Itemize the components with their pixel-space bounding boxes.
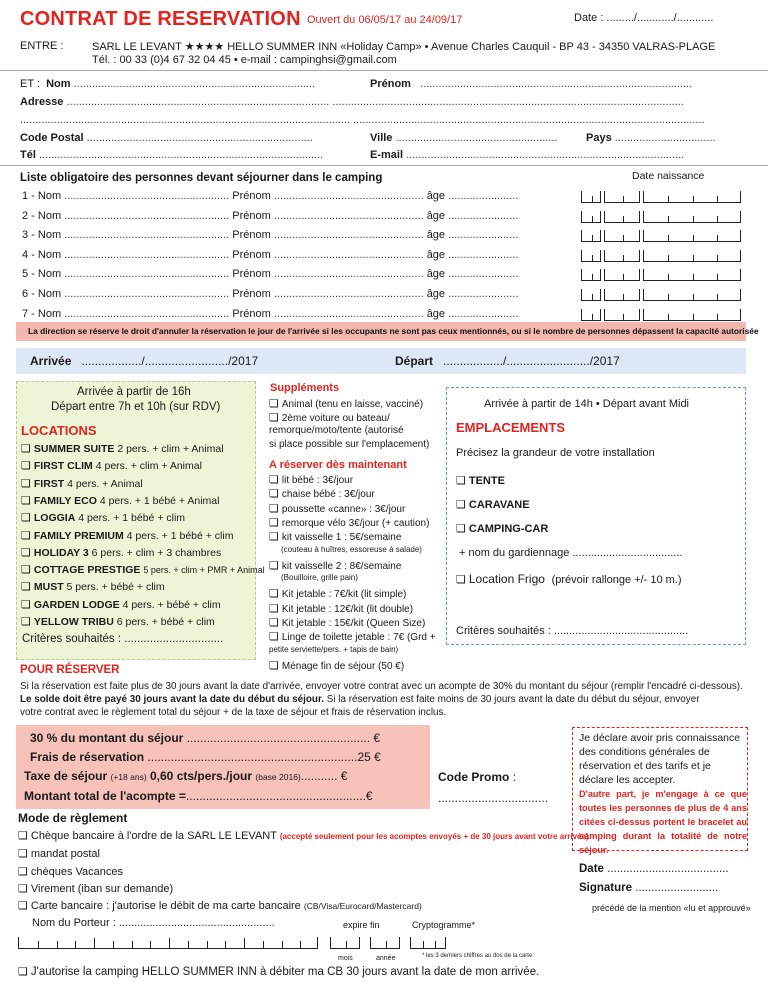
birth-date-input[interactable] (604, 269, 640, 281)
person-prenom-dots: ................................................. (270, 248, 427, 261)
tel-label: Tél (20, 149, 36, 161)
taxe-label: Taxe de séjour (24, 769, 108, 783)
nom-label: Nom (46, 78, 71, 90)
option-camping-car[interactable] (456, 522, 548, 535)
adresse-line-2[interactable]: ............................................................................................................ ................................................................................................................... (20, 114, 705, 126)
person-prenom-label: Prénom (232, 248, 271, 261)
camping-car-label: CAMPING-CAR (468, 523, 549, 535)
supplement-label: Ménage fin de séjour (50 €) (281, 660, 405, 672)
person-row[interactable] (22, 308, 518, 320)
person-nom-label: 3 - Nom (22, 229, 62, 242)
declaration-signature[interactable] (579, 882, 718, 894)
total-label: Montant total de l'acompte = (24, 789, 186, 803)
mandat-label: mandat postal (30, 848, 100, 860)
location-name: MUST (33, 581, 64, 594)
opening-dates: Ouvert du 06/05/17 au 24/09/17 (307, 14, 463, 26)
annee-label: année (376, 955, 396, 962)
pay-virement[interactable] (18, 882, 173, 895)
taxe-rate: 0,60 cts/pers./jour (150, 769, 253, 783)
birth-date-input[interactable] (604, 250, 640, 262)
person-age-label: âge (426, 268, 446, 281)
supplements-heading: Suppléments (270, 382, 340, 394)
tente-label: TENTE (468, 475, 505, 487)
birth-date-input[interactable] (604, 289, 640, 301)
birth-date-input[interactable] (604, 211, 640, 223)
supplement-label: kit vaisselle 1 : 5€/semaine (281, 532, 402, 544)
birth-date-input[interactable] (581, 309, 601, 321)
location-name: FAMILY PREMIUM (33, 529, 124, 542)
pay-carte[interactable] (18, 899, 422, 912)
virement-label: Virement (iban sur demande) (30, 883, 174, 895)
persons-heading: Liste obligatoire des personnes devant séjourner dans le camping (20, 172, 383, 184)
frais-value: ...............................................................25 € (147, 750, 381, 764)
person-prenom-label: Prénom (232, 268, 271, 281)
birth-date-input[interactable] (581, 250, 601, 262)
person-prenom-label: Prénom (232, 288, 271, 300)
person-row[interactable] (22, 288, 518, 300)
adresse-row[interactable]: Adresse ...................................................................................... ................................................................................................................... (20, 96, 684, 108)
email-row[interactable]: E-mail ........................................................................................... (370, 149, 685, 161)
pays-row[interactable]: Pays ................................. (586, 132, 716, 144)
birth-date-input[interactable] (643, 211, 741, 223)
arrivee-row[interactable] (30, 354, 258, 368)
person-nom-label: 5 - Nom (22, 268, 62, 281)
location-option[interactable] (21, 546, 221, 559)
supplement-option[interactable] (269, 473, 353, 486)
taxe-row[interactable] (24, 769, 347, 783)
location-name: FAMILY ECO (33, 494, 97, 507)
location-desc: 5 pers. + clim + PMR + Animal (143, 565, 265, 576)
montant-euro: € (373, 731, 381, 745)
location-option[interactable] (21, 494, 219, 507)
reserver-line-1: Si la réservation est faite plus de 30 jours avant la date d'arrivée, envoyer votre contrat avec un acompte de 30% du montant du séjour (remplir l'encadré ci-dessous). (20, 681, 743, 692)
locations-departure-hours: Départ entre 7h et 10h (sur RDV) (51, 401, 221, 413)
supplement-voiture[interactable] (269, 411, 390, 424)
cheque-label: Chèque bancaire à l'ordre de la SARL LE LEVANT (30, 830, 277, 842)
location-desc: 5 pers. + bébé + clim (66, 581, 165, 594)
birth-date-input[interactable] (643, 191, 741, 203)
location-desc: 6 pers. + clim + 3 chambres (91, 546, 222, 559)
depart-value: ................../........................./2017 (443, 354, 620, 368)
supplement-option[interactable] (269, 602, 413, 615)
contract-title: CONTRAT DE RESERVATION (20, 8, 301, 30)
prenom-label: Prénom (370, 78, 411, 90)
birth-date-input[interactable] (643, 309, 741, 321)
supplement-note (269, 645, 398, 654)
signature-dots: .......................... (635, 882, 719, 894)
person-age-label: âge (426, 307, 446, 320)
birth-date-input[interactable] (643, 289, 741, 301)
declaration-date-label: Date (579, 863, 604, 875)
emplacements-criteres[interactable]: Critères souhaités : ............................................ (456, 625, 689, 637)
person-nom-dots: ...................................................... (61, 288, 233, 300)
person-nom-label: 4 - Nom (22, 248, 62, 261)
autorise-label: J'autorise la camping HELLO SUMMER INN à débiter ma CB 30 jours avant la date de mon arrivée. (30, 966, 540, 978)
person-nom-label: 2 - Nom (22, 209, 62, 222)
code-postal-row[interactable]: Code Postal .......................................................................... (20, 132, 313, 144)
birth-date-input[interactable] (581, 191, 601, 203)
location-option[interactable] (21, 615, 215, 628)
birth-date-input[interactable] (604, 230, 640, 242)
location-desc: 4 pers. + bébé + clim (122, 598, 221, 611)
porteur-field[interactable]: Nom du Porteur : ................................................... (32, 917, 275, 929)
crypto-label: Cryptogramme* (412, 920, 476, 930)
location-name: YELLOW TRIBU (33, 616, 114, 628)
cheque-note: (accepté seulement pour les acomptes envoyés + de 30 jours avant votre arrivée) (279, 832, 589, 841)
birth-date-input[interactable] (604, 191, 640, 203)
reserver-line-2-rest: Si la réservation est faite moins de 30 jours avant la date du début du séjour, envoyer (324, 694, 700, 705)
location-name: GARDEN LODGE (33, 598, 120, 611)
supplement-option[interactable] (269, 559, 401, 572)
supplement-label: Kit jetable : 15€/kit (Queen Size) (281, 618, 426, 629)
crypto-note: * les 3 derniers chiffres au dos de la carte (422, 953, 533, 959)
location-name: HOLIDAY 3 (33, 546, 89, 559)
pay-cheque[interactable] (18, 829, 589, 842)
location-option[interactable] (21, 459, 202, 472)
supplement-option[interactable] (269, 487, 375, 500)
voiture-line-3: si place possible sur l'emplacement) (269, 439, 430, 450)
person-prenom-dots: ................................................. (270, 307, 427, 320)
entre-label: ENTRE : (20, 40, 64, 52)
person-prenom-dots: ................................................. (270, 268, 427, 281)
email-label: E-mail (370, 149, 404, 161)
birth-date-input[interactable] (581, 289, 601, 301)
option-tente[interactable] (456, 474, 505, 487)
supplement-option[interactable] (269, 587, 406, 600)
pays-label: Pays (586, 132, 612, 144)
promo-row (438, 770, 516, 784)
person-age-dots: ....................... (445, 268, 519, 281)
total-row[interactable] (24, 789, 373, 803)
company-line: SARL LE LEVANT ★★★★ HELLO SUMMER INN «Holiday Camp» • Avenue Charles Cauquil - BP 43 - 34350 VALRAS-PLAGE (92, 41, 716, 53)
location-name: COTTAGE PRESTIGE (33, 564, 141, 577)
declaration-text: Je déclare avoir pris connaissance des conditions générales de réservation et des tarifs et je déclare les accepter. (579, 732, 741, 786)
location-name: LOGGIA (33, 512, 76, 525)
frais-label: Frais de réservation (30, 750, 145, 764)
birth-date-input[interactable] (581, 269, 601, 281)
person-age-label: âge (426, 190, 446, 202)
location-option[interactable] (21, 511, 185, 524)
person-prenom-dots: ................................................. (270, 190, 427, 202)
voiture-line-2: remorque/moto/tente (autorisé (269, 425, 404, 436)
person-prenom-dots: ................................................. (270, 229, 427, 242)
supplement-option[interactable] (269, 630, 436, 643)
person-age-label: âge (426, 229, 446, 242)
location-desc: 4 pers. + 1 bébé + Animal (99, 494, 220, 507)
prenom-row[interactable]: Prénom ......................................................................................... (370, 78, 693, 90)
signature-mention: précédé de la mention «lu et approuvé» (592, 903, 751, 913)
person-prenom-label: Prénom (232, 190, 271, 202)
person-nom-label: 6 - Nom (22, 288, 62, 300)
supplement-label: chaise bébé : 3€/jour (281, 489, 375, 501)
supplement-label: Kit jetable : 7€/kit (lit simple) (281, 589, 407, 601)
solde-note: Le solde doit être payé 30 jours avant la date du début du séjour. (20, 694, 325, 705)
promo-label: Code Promo (438, 770, 510, 784)
supplement-label: remorque vélo 3€/jour (+ caution) (281, 517, 430, 529)
location-option[interactable] (21, 477, 143, 490)
carte-label: Carte bancaire : j'autorise le débit de ma carte bancaire (30, 900, 301, 912)
supplement-note (281, 573, 358, 582)
person-row[interactable] (22, 249, 518, 261)
supplement-label: (couteau à huîtres, essoreuse à salade) (281, 544, 422, 554)
montant-row[interactable] (30, 731, 380, 745)
location-desc: 4 pers. + Animal (67, 477, 143, 490)
depart-row[interactable] (395, 354, 620, 368)
location-desc: 4 pers. + 1 bébé + clim (78, 512, 186, 525)
crypto-input[interactable] (410, 937, 446, 949)
person-age-dots: ....................... (445, 209, 519, 222)
supplement-label: lit bébé : 3€/jour (281, 475, 354, 486)
emplacements-precisez: Précisez la grandeur de votre installation (456, 447, 655, 459)
location-option[interactable] (21, 442, 224, 455)
location-desc: 4 pers. + 1 bébé + clim (126, 529, 234, 542)
reglement-heading: Mode de règlement (18, 811, 128, 825)
supplement-label: petite serviette/pers. + tapis de bain) (269, 644, 399, 654)
expiry-year-input[interactable] (370, 937, 400, 949)
supplement-label: poussette «canne» : 3€/jour (281, 503, 406, 515)
birth-date-input[interactable] (581, 211, 601, 223)
supplement-label: Linge de toilette jetable : 7€ (Grd + (281, 632, 436, 644)
person-nom-dots: ...................................................... (61, 209, 233, 222)
supplement-option[interactable] (269, 616, 425, 629)
person-prenom-label: Prénom (232, 307, 271, 320)
animal-label: Animal (tenu en laisse, vacciné) (281, 399, 424, 410)
montant-label: 30 % du montant du séjour (30, 731, 184, 745)
location-option[interactable] (21, 598, 221, 611)
date-field[interactable]: Date : ........./............/............ (574, 12, 714, 24)
supplement-note (281, 545, 422, 554)
taxe-base: (base 2016) (255, 772, 301, 782)
frigo-label: Location Frigo (468, 572, 545, 586)
birth-date-input[interactable] (581, 230, 601, 242)
person-row[interactable] (22, 268, 518, 280)
carte-types: (CB/Visa/Eurocard/Mastercard) (303, 901, 422, 911)
option-frigo[interactable] (456, 572, 682, 586)
birth-date-input[interactable] (604, 309, 640, 321)
location-desc: 2 pers. + clim + Animal (117, 443, 224, 455)
ville-label: Ville (370, 132, 393, 144)
total-dots: ......................................................€ (185, 789, 373, 803)
nom-row[interactable]: ET : Nom ............................................................................... (20, 78, 316, 90)
person-prenom-label: Prénom (232, 209, 271, 222)
person-nom-dots: ...................................................... (61, 229, 233, 242)
code-postal-label: Code Postal (20, 132, 84, 144)
location-option[interactable] (21, 563, 265, 576)
location-desc: 4 pers. + clim + Animal (95, 460, 202, 473)
taxe-dots: ........... € (300, 769, 348, 783)
promo-colon: : (512, 770, 517, 784)
caravane-label: CARAVANE (468, 499, 530, 511)
bracelet-engagement: D'autre part, je m'engage à ce que toutes les personnes de plus de 4 ans citées ci-dessus portent le bracelet au camping durant la totalité de notre séjour. (579, 789, 747, 855)
frais-row (30, 750, 381, 764)
contact-line: Tél. : 00 33 (0)4 67 32 04 45 • e-mail : campinghsi@gmail.com (92, 54, 397, 66)
pay-mandat[interactable] (18, 847, 100, 860)
declaration-date-dots: ...................................... (607, 863, 729, 875)
depart-label: Départ (395, 354, 434, 368)
promo-input[interactable]: ................................. (438, 791, 549, 805)
autorise-debit[interactable] (18, 965, 539, 978)
person-nom-dots: ...................................................... (61, 307, 233, 320)
supplement-label: (Bouilloire, grille pain) (281, 573, 358, 583)
person-prenom-dots: ................................................. (270, 209, 427, 222)
birth-date-input[interactable] (643, 269, 741, 281)
pour-reserver-heading: POUR RÉSERVER (20, 664, 120, 676)
locations-arrival-hours: Arrivée à partir de 16h (77, 386, 191, 398)
locations-criteres[interactable]: Critères souhaités : ............................... (22, 633, 224, 645)
card-number-input[interactable] (18, 937, 318, 949)
capacity-warning: La direction se réserve le droit d'annuler la réservation le jour de l'arrivée si les occupants ne sont pas ceux mentionnés, ou si le nombre de personnes dépassent la capacité autorisée (28, 326, 759, 336)
person-age-dots: ....................... (445, 307, 519, 320)
signature-label: Signature (579, 882, 633, 894)
et-label: ET : (20, 78, 40, 90)
expiry-month-input[interactable] (330, 937, 360, 949)
person-age-label: âge (426, 248, 446, 261)
supplement-option[interactable] (269, 659, 404, 672)
supplement-animal[interactable] (269, 397, 423, 410)
birth-date-input[interactable] (643, 250, 741, 262)
divider (0, 70, 768, 71)
divider (0, 165, 768, 166)
birth-date-input[interactable] (643, 230, 741, 242)
location-name: FIRST CLIM (33, 460, 93, 473)
supplement-option[interactable] (269, 502, 405, 515)
voiture-label: 2ème voiture ou bateau/ (281, 413, 390, 424)
location-name: FIRST (33, 477, 65, 490)
adresse-label: Adresse (20, 96, 64, 108)
location-name: SUMMER SUITE (33, 443, 115, 455)
location-option[interactable] (21, 580, 165, 593)
person-nom-label: 7 - Nom (22, 307, 62, 320)
person-prenom-dots: ................................................. (270, 288, 427, 300)
person-age-dots: ....................... (445, 248, 519, 261)
expire-label: expire fin (343, 920, 380, 930)
emplacements-heading: EMPLACEMENTS (456, 420, 566, 435)
declaration-date[interactable] (579, 863, 729, 875)
arrivee-value: ................../........................./2017 (81, 354, 259, 368)
supplement-label: Kit jetable : 12€/kit (lit double) (281, 603, 414, 615)
tel-row[interactable]: Tél ............................................................................................. (20, 149, 324, 161)
arrivee-label: Arrivée (30, 354, 72, 368)
person-row[interactable] (22, 190, 518, 202)
person-nom-label: 1 - Nom (22, 190, 62, 202)
location-option[interactable] (21, 529, 233, 542)
vacances-label: chèques Vacances (30, 866, 124, 878)
locations-heading: LOCATIONS (21, 423, 97, 438)
frigo-note: (prévoir rallonge +/- 10 m.) (551, 574, 682, 586)
gardiennage-field[interactable]: + nom du gardiennage .................................... (459, 547, 683, 559)
taxe-age: (+18 ans) (110, 772, 147, 782)
person-nom-dots: ...................................................... (61, 190, 233, 202)
person-row[interactable] (22, 210, 518, 222)
person-row[interactable] (22, 229, 518, 241)
supplement-option[interactable] (269, 530, 401, 543)
person-nom-dots: ...................................................... (61, 268, 233, 281)
person-age-dots: ....................... (445, 229, 519, 242)
person-age-label: âge (426, 288, 446, 300)
person-nom-dots: ...................................................... (61, 248, 233, 261)
pay-vacances[interactable] (18, 865, 123, 878)
ville-row[interactable]: Ville ..................................................... (370, 132, 558, 144)
location-desc: 6 pers. + bébé + clim (116, 616, 215, 628)
montant-dots: ....................................................... (186, 731, 371, 745)
birth-date-label: Date naissance (632, 170, 705, 182)
emplacements-hours: Arrivée à partir de 14h • Départ avant Midi (484, 398, 690, 410)
person-age-label: âge (426, 209, 446, 222)
supplement-option[interactable] (269, 516, 429, 529)
person-prenom-label: Prénom (232, 229, 271, 242)
supplement-label: kit vaisselle 2 : 8€/semaine (281, 560, 402, 572)
reserve-heading: A réserver dès maintenant (269, 459, 407, 471)
reserver-line-3: votre contrat avec le règlement total du séjour + de la taxe de séjour et frais de réservation inclus. (20, 707, 447, 718)
person-age-dots: ....................... (445, 288, 519, 300)
person-age-dots: ....................... (445, 190, 519, 202)
reserver-line-2 (20, 694, 700, 705)
mois-label: mois (338, 955, 353, 962)
option-caravane[interactable] (456, 498, 530, 511)
